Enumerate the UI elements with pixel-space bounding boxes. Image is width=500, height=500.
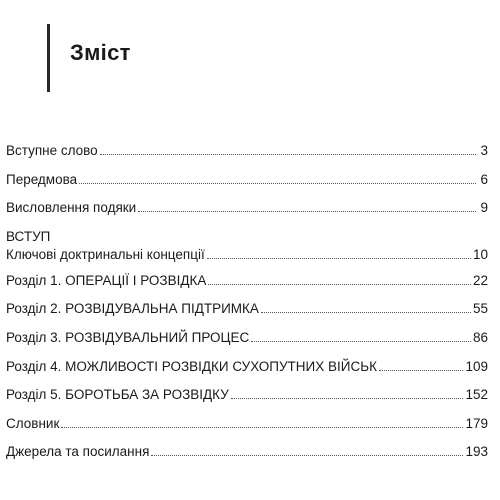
toc-entry[interactable] <box>6 272 488 301</box>
toc-entry[interactable] <box>6 300 488 329</box>
toc-page-number: 22 <box>472 272 488 288</box>
toc-entry[interactable] <box>6 443 488 472</box>
toc-entry[interactable] <box>6 415 488 444</box>
toc-dot-leader <box>61 415 463 428</box>
toc-page-number: 86 <box>472 329 488 345</box>
toc-section-heading: ВСТУП <box>6 228 51 244</box>
toc-page-number: 55 <box>472 301 488 317</box>
toc-dot-leader <box>138 199 476 212</box>
toc-entry-title: Вступне слово <box>6 143 98 158</box>
toc-entry-title: Розділ 2. РОЗВІДУВАЛЬНА ПІДТРИМКА <box>6 301 259 317</box>
toc-entry[interactable] <box>6 358 488 387</box>
title-accent-bar <box>47 24 50 92</box>
toc-entry-title: Передмова <box>6 171 78 187</box>
toc-page-number: 9 <box>480 200 488 216</box>
toc-page-number: 10 <box>472 246 488 262</box>
toc-entry-title: Розділ 5. БОРОТЬБА ЗА РОЗВІДКУ <box>6 387 229 403</box>
toc-dot-leader <box>79 171 476 184</box>
toc-entry-title: Розділ 3. РОЗВІДУВАЛЬНИЙ ПРОЦЕС <box>6 329 250 345</box>
toc-dot-leader <box>379 358 464 371</box>
toc-entry[interactable] <box>6 329 488 358</box>
toc-dot-leader <box>207 246 471 259</box>
toc-page-number: 3 <box>480 143 488 158</box>
toc-entry[interactable] <box>6 228 488 272</box>
toc-entry-title: Словник <box>6 415 60 431</box>
page-title: Зміст <box>70 40 131 65</box>
toc-dot-leader <box>261 300 471 313</box>
toc-dot-leader <box>231 386 464 399</box>
toc-page-number: 179 <box>465 415 488 431</box>
toc-dot-leader <box>251 329 471 342</box>
table-of-contents <box>6 142 488 472</box>
toc-entry[interactable] <box>6 386 488 415</box>
toc-page-number: 193 <box>465 444 488 460</box>
toc-entry[interactable] <box>6 142 488 171</box>
toc-dot-leader <box>100 142 476 155</box>
toc-entry[interactable] <box>6 171 488 200</box>
toc-entry-title: Ключові доктринальні концепції <box>6 246 205 262</box>
toc-dot-leader <box>208 272 471 285</box>
toc-dot-leader <box>151 443 463 456</box>
toc-page-number: 6 <box>480 171 488 187</box>
toc-entry-title: Джерела та посилання <box>6 444 150 460</box>
toc-entry-title: Висловлення подяки <box>6 200 137 216</box>
toc-entry-title: Розділ 1. ОПЕРАЦІЇ І РОЗВІДКА <box>6 272 207 288</box>
toc-entry-title: Розділ 4. МОЖЛИВОСТІ РОЗВІДКИ СУХОПУТНИХ ВІЙСЬК <box>6 358 377 374</box>
toc-entry[interactable] <box>6 199 488 228</box>
toc-page-number: 109 <box>465 358 488 374</box>
toc-page-number: 152 <box>465 387 488 403</box>
